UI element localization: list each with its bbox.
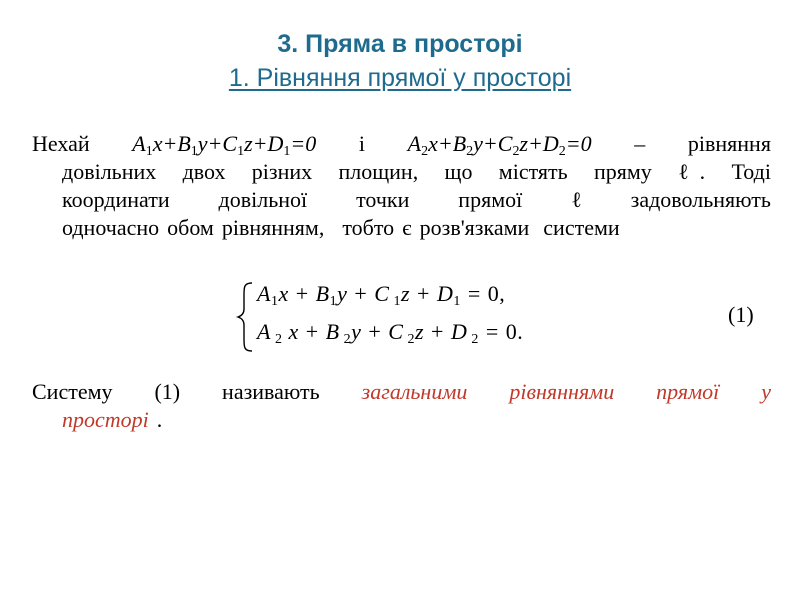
- word: площин,: [338, 159, 419, 184]
- slide-subtitle: 1. Рівняння прямої у просторі: [228, 64, 572, 92]
- word: Систему: [32, 379, 113, 404]
- system-equation-2: A $_2$ x + B $_2$y + C $_2$z + D $_2$ = 0.: [257, 319, 524, 347]
- slide-title: 3. Пряма в просторі: [277, 30, 523, 58]
- word: одночасно: [62, 215, 160, 240]
- emphasis-word: просторі: [62, 407, 149, 432]
- word: є: [402, 215, 412, 240]
- paragraph-conclusion: [32, 378, 771, 434]
- word: пряму: [593, 159, 652, 184]
- word: що: [444, 159, 473, 184]
- word: прямої: [458, 187, 523, 212]
- emphasis-word: загальними: [361, 379, 468, 404]
- word: довільних: [62, 159, 157, 184]
- equation-system: [235, 281, 615, 353]
- word: тобто: [342, 215, 395, 240]
- line-symbol-ell: ℓ: [678, 160, 689, 185]
- word: довільної: [218, 187, 308, 212]
- paragraph-line-4: [32, 214, 771, 242]
- dash: –: [634, 131, 646, 156]
- word: містять: [498, 159, 568, 184]
- word-i: і: [358, 131, 365, 156]
- paragraph-line-3: [32, 186, 771, 214]
- word: (1): [154, 379, 181, 404]
- word: різних: [251, 159, 313, 184]
- paragraph-line-1: [32, 378, 771, 406]
- word: розв'язками: [419, 215, 530, 240]
- line-symbol-ell: ℓ: [571, 188, 582, 213]
- word: називають: [222, 379, 320, 404]
- word-nekhai: Нехай: [32, 131, 90, 156]
- plane-equation-2: $A_2x+B_2y+C_2z+D_2=0$: [407, 131, 592, 159]
- left-brace-icon: [235, 281, 255, 353]
- word: системи: [543, 215, 620, 240]
- emphasis-word: у: [761, 379, 771, 404]
- word: обом: [167, 215, 214, 240]
- emphasis-word: прямої: [656, 379, 720, 404]
- equation-number: (1): [728, 302, 754, 327]
- paragraph-line-2: [32, 406, 771, 434]
- word: задовольняють: [630, 187, 771, 212]
- period: .: [699, 159, 706, 184]
- paragraph-line-1: [32, 130, 771, 158]
- word: двох: [182, 159, 226, 184]
- word: точки: [356, 187, 410, 212]
- word: координати: [62, 187, 170, 212]
- paragraph-definition: [32, 130, 771, 242]
- word: Тоді: [731, 159, 771, 184]
- word: рівнянням,: [221, 215, 325, 240]
- paragraph-line-2: [32, 158, 771, 186]
- system-equation-1: $A_1x + B_1y + C$ $_1z + D_1 = 0$,: [257, 281, 506, 309]
- period: .: [156, 407, 163, 432]
- emphasis-word: рівняннями: [509, 379, 615, 404]
- plane-equation-1: $A_1x+B_1y+C_1z+D_1=0$: [132, 131, 317, 159]
- word-rivniannia: рівняння: [687, 131, 771, 156]
